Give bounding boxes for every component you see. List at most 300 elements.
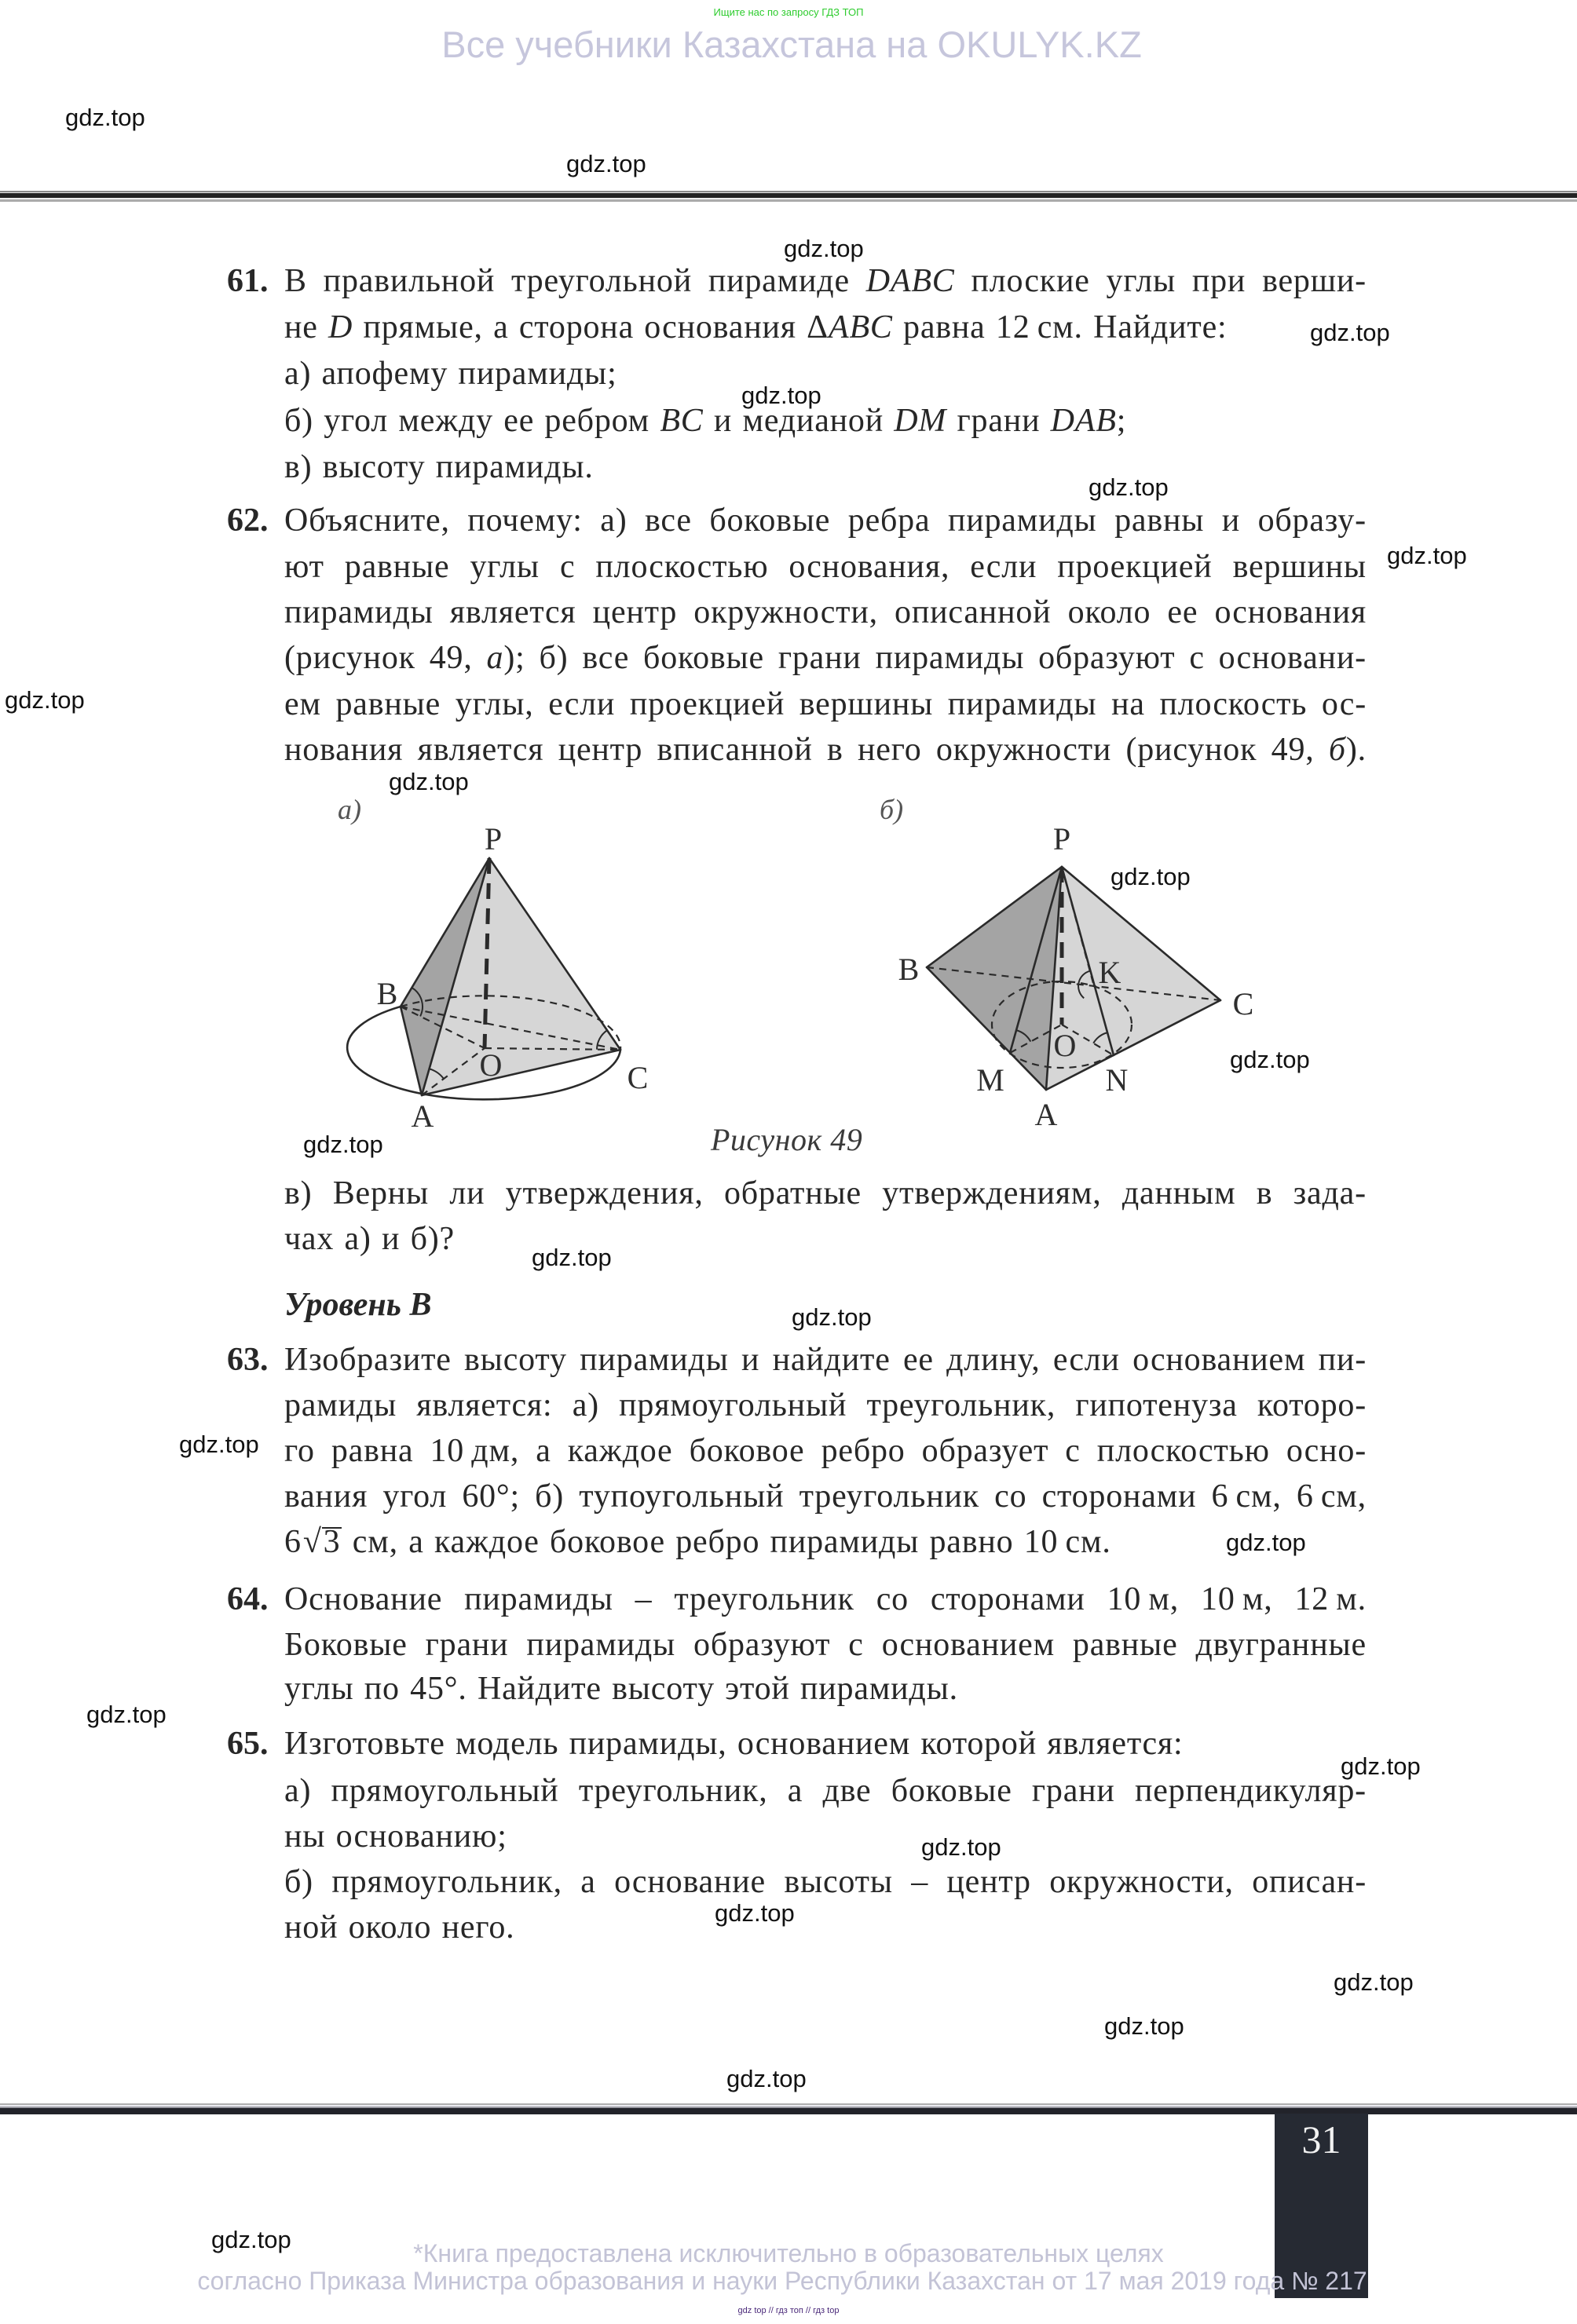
text-run: высоту: [464, 1342, 567, 1378]
text-run: 10 м,: [1201, 1581, 1273, 1617]
text-run: если: [548, 686, 616, 722]
text-run: Объясните,: [284, 502, 450, 539]
text-word: [1222, 502, 1240, 539]
text-word: [284, 1478, 368, 1515]
text-word: [1233, 548, 1367, 586]
text-word: [903, 1341, 934, 1379]
watermark: gdz.top: [792, 1303, 872, 1331]
text-run: чах а) и б)?: [284, 1221, 455, 1257]
text-word: [931, 1580, 1085, 1618]
text-run: 6: [284, 1524, 302, 1560]
text-word: [1257, 1387, 1367, 1424]
text-word: [416, 1387, 552, 1424]
text-run: ны основанию;: [284, 1818, 507, 1854]
watermark: gdz.top: [741, 382, 821, 409]
watermark: gdz.top: [5, 686, 85, 714]
text-run: и: [741, 1342, 760, 1378]
text-word: [866, 262, 955, 300]
text-word: [335, 685, 441, 723]
text-run: двугранные: [1195, 1627, 1367, 1663]
text-run: треугольной: [511, 263, 692, 299]
problem-62-part-c-line-2: [284, 1220, 455, 1266]
vertex-label-p: P: [1052, 821, 1071, 857]
text-word: [540, 639, 569, 677]
math-italic-text: ABC: [828, 309, 893, 345]
text-run: около: [1067, 594, 1151, 630]
watermark: gdz.top: [1230, 1046, 1310, 1073]
text-word: [331, 1863, 562, 1901]
text-word: [331, 1772, 558, 1810]
text-run: основания: [1214, 594, 1367, 630]
text-run: проекцией: [629, 686, 785, 722]
text-word: [560, 548, 575, 586]
text-word: [284, 1432, 315, 1470]
text-word: [630, 685, 785, 723]
text-word: [331, 1432, 414, 1470]
text-word: [936, 731, 1111, 769]
text-run: треугольник: [799, 1478, 979, 1515]
text-run: вершины: [799, 686, 934, 722]
watermark: gdz.top: [179, 1431, 259, 1458]
text-word: [548, 685, 615, 723]
watermark: gdz.top: [1387, 542, 1467, 569]
text-word: [593, 594, 677, 631]
text-run: утверждения,: [505, 1175, 704, 1211]
text-run: боковые: [643, 640, 764, 676]
text-run: 49,: [429, 640, 473, 676]
problem-63-line-1: [284, 1341, 1367, 1387]
text-run: ребро: [821, 1433, 906, 1469]
text-word: [1258, 502, 1367, 539]
footer-links: gdz top // гдз топ // гдз top: [737, 2306, 840, 2315]
problem-63-number: 63.: [227, 1342, 269, 1378]
text-word: [426, 1626, 509, 1664]
watermark: gdz.top: [1334, 1968, 1414, 1996]
text-word: [948, 685, 1097, 723]
text-word: [858, 731, 922, 769]
text-run: вания: [284, 1478, 368, 1515]
text-run: пирамиды: [526, 1627, 676, 1663]
text-run: а): [600, 502, 628, 539]
text-run: с: [1065, 1433, 1081, 1469]
text-word: [449, 1175, 485, 1212]
text-word: [690, 1432, 805, 1470]
page-number: 31: [1301, 2118, 1341, 2161]
text-run: Изобразите: [284, 1342, 452, 1378]
text-word: [1293, 1175, 1367, 1212]
text-word: [1271, 731, 1315, 769]
problem-62-line-2: [284, 548, 1367, 594]
text-word: [674, 1580, 854, 1618]
text-run: центр: [946, 1864, 1031, 1900]
text-run: в): [284, 1175, 313, 1211]
text-run: если: [1052, 1342, 1120, 1378]
footer-rule: [0, 2103, 1577, 2114]
text-word: [970, 548, 1037, 586]
text-word: [778, 639, 862, 677]
text-run: ли: [449, 1175, 485, 1211]
text-word: [1252, 1863, 1367, 1901]
text-run: данным: [1121, 1175, 1236, 1211]
text-run: сторонами: [930, 1581, 1085, 1617]
text-word: [827, 731, 843, 769]
text-word: [1219, 639, 1367, 677]
text-run: пирамиды: [580, 1342, 729, 1378]
text-word: [284, 1772, 311, 1810]
text-run: а) апофему пирамиды;: [284, 356, 617, 392]
text-word: [284, 1580, 442, 1618]
text-word: [657, 731, 812, 769]
text-run: с: [848, 1627, 864, 1663]
text-word: [946, 1863, 1030, 1901]
text-run: треугольник,: [866, 1387, 1056, 1423]
text-run: (рисунок: [1125, 732, 1257, 768]
text-run: –: [635, 1581, 653, 1617]
text-word: [788, 548, 949, 586]
text-run: образуют: [1038, 640, 1176, 676]
text-run: прямоугольный: [619, 1387, 847, 1423]
text-word: [822, 1772, 871, 1810]
text-run: вершины: [1232, 549, 1367, 585]
text-run: с: [559, 549, 576, 585]
text-run: почему:: [467, 502, 583, 539]
text-run: равна 12 см. Найдите:: [892, 309, 1228, 345]
text-run: является: [449, 594, 576, 630]
text-run: зада-: [1293, 1175, 1367, 1211]
text-word: [284, 685, 321, 723]
text-run: образу-: [1257, 502, 1367, 539]
figure-49a-pyramid-circumscribed: [330, 817, 675, 1138]
sqrt-sign: √: [302, 1524, 322, 1560]
text-run: найдите: [772, 1342, 891, 1378]
problem-61-line-2: [284, 309, 1228, 354]
text-word: [535, 1478, 564, 1515]
text-run: высоты: [784, 1864, 893, 1900]
text-run: Боковые: [284, 1627, 408, 1663]
vertex-label-m: M: [976, 1062, 1004, 1098]
problem-61-number: 61.: [227, 263, 269, 299]
text-run: б): [284, 1864, 313, 1900]
problem-62-line-1: [284, 502, 1367, 547]
text-run: верши-: [1262, 263, 1367, 299]
text-run: грани: [425, 1627, 509, 1663]
text-run: основани-: [1218, 640, 1367, 676]
watermark: gdz.top: [566, 150, 646, 177]
text-word: [1195, 1626, 1366, 1664]
text-run: тупоугольный: [579, 1478, 785, 1515]
text-word: [467, 502, 582, 539]
text-run: центр: [558, 732, 643, 768]
text-word: [284, 1341, 452, 1379]
text-run: грани: [778, 640, 862, 676]
text-word: [882, 1175, 1101, 1212]
text-run: нования: [284, 732, 404, 768]
text-word: [450, 594, 576, 631]
text-run: а): [284, 1773, 312, 1809]
vertex-label-b: B: [898, 952, 920, 987]
text-run: 60°;: [462, 1478, 520, 1515]
problem-64-line-2: [284, 1626, 1367, 1672]
text-run: треугольник: [674, 1581, 854, 1617]
text-run: Изготовьте модель пирамиды, основанием которой является:: [284, 1726, 1184, 1762]
text-run: плоскостью: [1096, 1433, 1270, 1469]
text-word: [619, 1387, 847, 1424]
text-word: [614, 1863, 766, 1901]
text-word: [1107, 262, 1176, 300]
figure-panel-a-label: а): [338, 794, 361, 825]
text-word: [1038, 639, 1175, 677]
text-word: [882, 1626, 1055, 1664]
math-italic-text: а: [486, 640, 504, 676]
text-word: [1159, 685, 1307, 723]
text-run: плоские: [971, 263, 1090, 299]
text-run: углы: [1106, 263, 1176, 299]
text-word: [773, 1341, 891, 1379]
text-run: б): [539, 640, 569, 676]
text-word: [284, 1863, 313, 1901]
text-run: сторонами: [1041, 1478, 1197, 1515]
text-run: гипотенуза: [1075, 1387, 1238, 1423]
text-run: а: [536, 1433, 551, 1469]
face-pba: [927, 867, 1062, 1090]
text-run: проекцией: [1057, 549, 1213, 585]
text-word: [799, 1478, 979, 1515]
problem-62-line-5: [284, 685, 1367, 731]
text-run: и: [1221, 502, 1241, 539]
text-word: [1189, 639, 1204, 677]
text-word: [1057, 548, 1212, 586]
text-run: длину,: [946, 1342, 1041, 1378]
text-run: Основание: [284, 1581, 443, 1617]
text-run: которо-: [1257, 1387, 1367, 1423]
text-run: а): [572, 1387, 599, 1423]
text-run: прямоугольник,: [331, 1864, 562, 1900]
radicand: 3: [323, 1524, 341, 1560]
text-run: а: [580, 1864, 596, 1900]
watermark: gdz.top: [726, 2065, 807, 2092]
problem-65-number: 65.: [227, 1726, 269, 1762]
math-italic-text: DM: [894, 403, 947, 439]
text-word: [579, 1478, 784, 1515]
problem-63-line-4: [284, 1478, 1367, 1523]
text-run: равны: [1114, 502, 1205, 539]
problem-63-line-2: [284, 1387, 1367, 1432]
watermark: gdz.top: [65, 104, 145, 131]
text-word: [895, 594, 1051, 631]
text-word: [693, 594, 878, 631]
watermark: gdz.top: [1310, 319, 1390, 346]
text-word: [948, 502, 1097, 539]
text-word: [911, 1863, 928, 1901]
text-run: центр: [592, 594, 678, 630]
text-run: ее: [902, 1342, 934, 1378]
text-run: прямые, а сторона основания Δ: [353, 309, 829, 345]
text-word: [876, 1580, 909, 1618]
watermark: gdz.top: [1104, 2012, 1184, 2040]
text-word: [526, 1626, 675, 1664]
text-word: [511, 262, 692, 300]
watermark: gdz.top: [715, 1899, 795, 1927]
text-run: углы: [470, 549, 540, 585]
text-run: В: [284, 263, 307, 299]
text-word: [1042, 1478, 1197, 1515]
text-word: [1114, 502, 1204, 539]
text-word: [1075, 1387, 1237, 1424]
text-word: [506, 1175, 704, 1212]
text-run: б) угол между ее ребром: [284, 403, 660, 439]
text-word: [1135, 1772, 1367, 1810]
text-run: пирамиды: [464, 1581, 613, 1617]
text-word: [821, 1432, 906, 1470]
text-word: [1049, 1863, 1234, 1901]
text-word: [595, 548, 768, 586]
text-run: него: [858, 732, 922, 768]
text-run: ной около него.: [284, 1909, 515, 1946]
copyright-notice-line-1: *Книга предоставлена исключительно в образовательных целях: [413, 2239, 1164, 2267]
text-word: [464, 1580, 613, 1618]
vertex-label-a: A: [411, 1098, 434, 1134]
text-word: [284, 639, 415, 677]
text-word: [284, 1175, 312, 1212]
math-italic-text: б: [1328, 732, 1346, 768]
text-run: 49,: [1271, 732, 1315, 768]
vertex-label-o: O: [479, 1047, 503, 1083]
problem-63-line-5: [284, 1523, 1111, 1569]
vertex-label-k: K: [1098, 955, 1121, 990]
text-run: пирамиды: [875, 640, 1025, 676]
text-run: треугольник,: [578, 1773, 768, 1809]
text-run: 10 м,: [1107, 1581, 1180, 1617]
copyright-notice-line-2: согласно Приказа Министра образования и науки Республики Казахстан от 17 мая 2019 года № 217: [197, 2267, 1367, 2295]
text-word: [788, 1772, 803, 1810]
text-word: [866, 1387, 1056, 1424]
text-word: [891, 1772, 1012, 1810]
text-run: ют: [284, 549, 324, 585]
text-word: [1319, 1341, 1367, 1379]
text-word: [487, 639, 525, 677]
text-word: [1297, 1478, 1367, 1515]
text-run: правильной: [323, 263, 496, 299]
watermark: gdz.top: [303, 1131, 383, 1158]
text-word: [284, 1626, 408, 1664]
text-run: пирамиды: [947, 686, 1097, 722]
text-run: окружности: [935, 732, 1112, 768]
text-run: образует: [921, 1433, 1049, 1469]
text-word: [1167, 594, 1198, 631]
text-run: описанной: [895, 594, 1052, 630]
text-run: прямоугольный: [331, 1773, 559, 1809]
text-run: в) высоту пирамиды.: [284, 449, 594, 485]
problem-64-line-3: [284, 1670, 958, 1716]
search-hint: Ищите нас по запросу ГДЗ ТОП: [713, 6, 864, 18]
watermark: gdz.top: [211, 2226, 291, 2253]
text-word: [1065, 1432, 1080, 1470]
text-word: [1257, 1175, 1273, 1212]
text-word: [1122, 1175, 1236, 1212]
text-run: см, а каждое боковое ребро пирамиды равно 10 см.: [342, 1524, 1111, 1560]
text-run: основание: [614, 1864, 766, 1900]
text-run: го: [284, 1433, 315, 1469]
text-run: рамиды: [284, 1387, 397, 1423]
vertex-label-c: C: [1232, 986, 1254, 1021]
problem-62-line-4: [284, 639, 1367, 685]
text-word: [635, 1580, 653, 1618]
math-italic-text: DABC: [865, 263, 955, 299]
text-word: [284, 1387, 397, 1424]
text-run: –: [911, 1864, 929, 1900]
text-word: [1329, 731, 1367, 769]
text-run: боковые: [709, 502, 831, 539]
watermark: gdz.top: [784, 235, 864, 262]
header-rule: [0, 191, 1577, 202]
text-word: [1192, 262, 1246, 300]
text-run: ;: [1116, 403, 1127, 439]
text-run: при: [1191, 263, 1246, 299]
text-word: [709, 502, 830, 539]
problem-61-line-4: [284, 402, 1126, 448]
text-word: [430, 639, 473, 677]
text-word: [1214, 594, 1367, 631]
text-word: [784, 1863, 893, 1901]
figure-panel-b-label: б): [880, 794, 904, 825]
text-run: ).: [1345, 732, 1367, 768]
text-run: пирамиды: [284, 594, 434, 630]
vertex-label-n: N: [1105, 1062, 1129, 1098]
text-run: все: [582, 640, 630, 676]
text-run: является: [417, 732, 544, 768]
watermark: gdz.top: [389, 768, 469, 795]
figure-49b-pyramid-inscribed: [887, 821, 1280, 1146]
text-run: ос-: [1321, 686, 1367, 722]
text-word: [345, 548, 450, 586]
text-run: основанием: [881, 1627, 1055, 1663]
text-word: [1068, 594, 1151, 631]
text-word: [382, 1478, 447, 1515]
text-run: со: [994, 1478, 1027, 1515]
text-run: 12 м.: [1294, 1581, 1367, 1617]
text-word: [456, 685, 534, 723]
text-word: [579, 1772, 768, 1810]
text-run: (рисунок: [284, 640, 415, 676]
text-run: грани: [1031, 1773, 1115, 1809]
text-run: и медианой: [703, 403, 895, 439]
text-run: равна: [331, 1433, 414, 1469]
text-word: [1097, 1432, 1270, 1470]
watermark: gdz.top: [86, 1701, 166, 1728]
text-word: [708, 262, 850, 300]
text-word: [1294, 1580, 1367, 1618]
watermark: gdz.top: [921, 1833, 1001, 1861]
text-run: 10 дм,: [430, 1433, 520, 1469]
text-word: [1125, 731, 1257, 769]
text-word: [994, 1478, 1026, 1515]
text-run: не: [284, 309, 329, 345]
text-run: плоскостью: [595, 549, 769, 585]
text-word: [1132, 1341, 1305, 1379]
text-run: является:: [416, 1387, 553, 1423]
text-run: две: [822, 1773, 872, 1809]
text-run: основанием: [1132, 1342, 1306, 1378]
text-word: [284, 731, 403, 769]
text-word: [284, 262, 307, 300]
vertex-label-c: C: [627, 1060, 649, 1095]
text-run: ребра: [847, 502, 931, 539]
problem-65-line-3: [284, 1818, 507, 1863]
problem-64-number: 64.: [227, 1581, 269, 1617]
text-run: );: [503, 640, 525, 676]
problem-62-line-3: [284, 594, 1367, 639]
watermark: gdz.top: [1341, 1752, 1421, 1780]
